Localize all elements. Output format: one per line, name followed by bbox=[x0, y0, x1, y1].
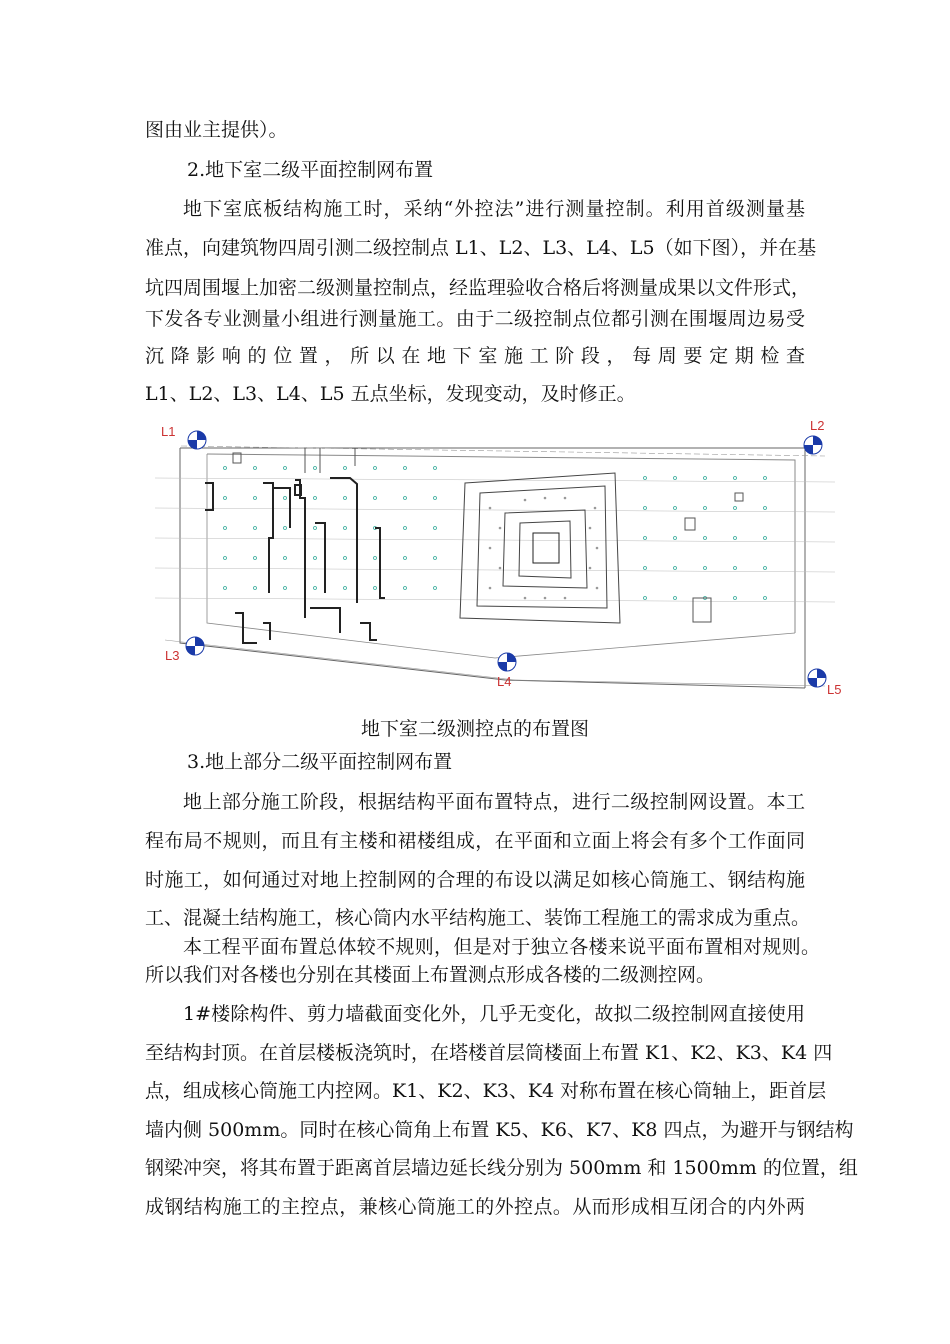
paragraph-line: 地下室底板结构施工时，采纳“外控法”进行测量控制。利用首级测量基 bbox=[183, 198, 805, 220]
label-l3: L3 bbox=[165, 648, 180, 663]
label-l4: L4 bbox=[497, 674, 512, 689]
paragraph-line: 沉 降 影 响 的 位 置 ， 所 以 在 地 下 室 施 工 阶 段 ， 每 周 要 定 期 检 查 bbox=[145, 345, 805, 367]
control-point-l1 bbox=[188, 431, 206, 449]
paragraph-line: 程布局不规则，而且有主楼和裙楼组成，在平面和立面上将会有多个工作面同 bbox=[145, 830, 805, 852]
section-heading: 3.地上部分二级平面控制网布置 bbox=[187, 751, 453, 773]
paragraph-line: 下发各专业测量小组进行测量施工。由于二级控制点位都引测在围堰周边易受 bbox=[145, 308, 805, 330]
paragraph-line: 至结构封顶。在首层楼板浇筑时，在塔楼首层筒楼面上布置 K1、K2、K3、K4 四 bbox=[145, 1042, 833, 1064]
control-point-l3 bbox=[186, 637, 204, 655]
paragraph-line: 本工程平面布置总体较不规则，但是对于独立各楼来说平面布置相对规则。 bbox=[183, 936, 820, 958]
paragraph-line: 坑四周围堰上加密二级测量控制点，经监理验收合格后将测量成果以文件形式， bbox=[145, 277, 811, 299]
label-l5: L5 bbox=[827, 682, 842, 697]
paragraph-line: 钢梁冲突，将其布置于距离首层墙边延长线分别为 500mm 和 1500mm 的位置，组 bbox=[145, 1157, 858, 1179]
paragraph-line: 地上部分施工阶段，根据结构平面布置特点，进行二级控制网设置。本工 bbox=[183, 791, 805, 813]
paragraph-line: 成钢结构施工的主控点，兼核心筒施工的外控点。从而形成相互闭合的内外两 bbox=[145, 1196, 805, 1218]
label-l1: L1 bbox=[161, 424, 176, 439]
paragraph-line: L1、L2、L3、L4、L5 五点坐标，发现变动，及时修正。 bbox=[145, 383, 636, 405]
paragraph-line: 所以我们对各楼也分别在其楼面上布置测点形成各楼的二级测控网。 bbox=[145, 964, 716, 986]
paragraph-line: 工、混凝土结构施工，核心筒内水平结构施工、装饰工程施工的需求成为重点。 bbox=[145, 907, 811, 929]
control-point-l5 bbox=[808, 669, 826, 687]
paragraph-line: 准点，向建筑物四周引测二级控制点 L1、L2、L3、L4、L5（如下图），并在基 bbox=[145, 237, 817, 259]
paragraph-line: 1#楼除构件、剪力墙截面变化外，几乎无变化，故拟二级控制网直接使用 bbox=[183, 1003, 805, 1025]
paragraph-line: 图由业主提供）。 bbox=[145, 119, 288, 141]
control-point-l2 bbox=[804, 436, 822, 454]
section-heading: 2.地下室二级平面控制网布置 bbox=[187, 159, 434, 181]
control-point-l4 bbox=[498, 653, 516, 671]
label-l2: L2 bbox=[810, 418, 825, 433]
paragraph-line: 时施工，如何通过对地上控制网的合理的布设以满足如核心筒施工、钢结构施 bbox=[145, 869, 805, 891]
paragraph-line: 墙内侧 500mm。同时在核心筒角上布置 K5、K6、K7、K8 四点，为避开与钢结构 bbox=[145, 1119, 854, 1141]
figure-caption: 地下室二级测控点的布置图 bbox=[360, 718, 589, 740]
control-point-layout-drawing bbox=[145, 418, 845, 703]
paragraph-line: 点，组成核心筒施工内控网。K1、K2、K3、K4 对称布置在核心筒轴上，距首层 bbox=[145, 1080, 827, 1102]
